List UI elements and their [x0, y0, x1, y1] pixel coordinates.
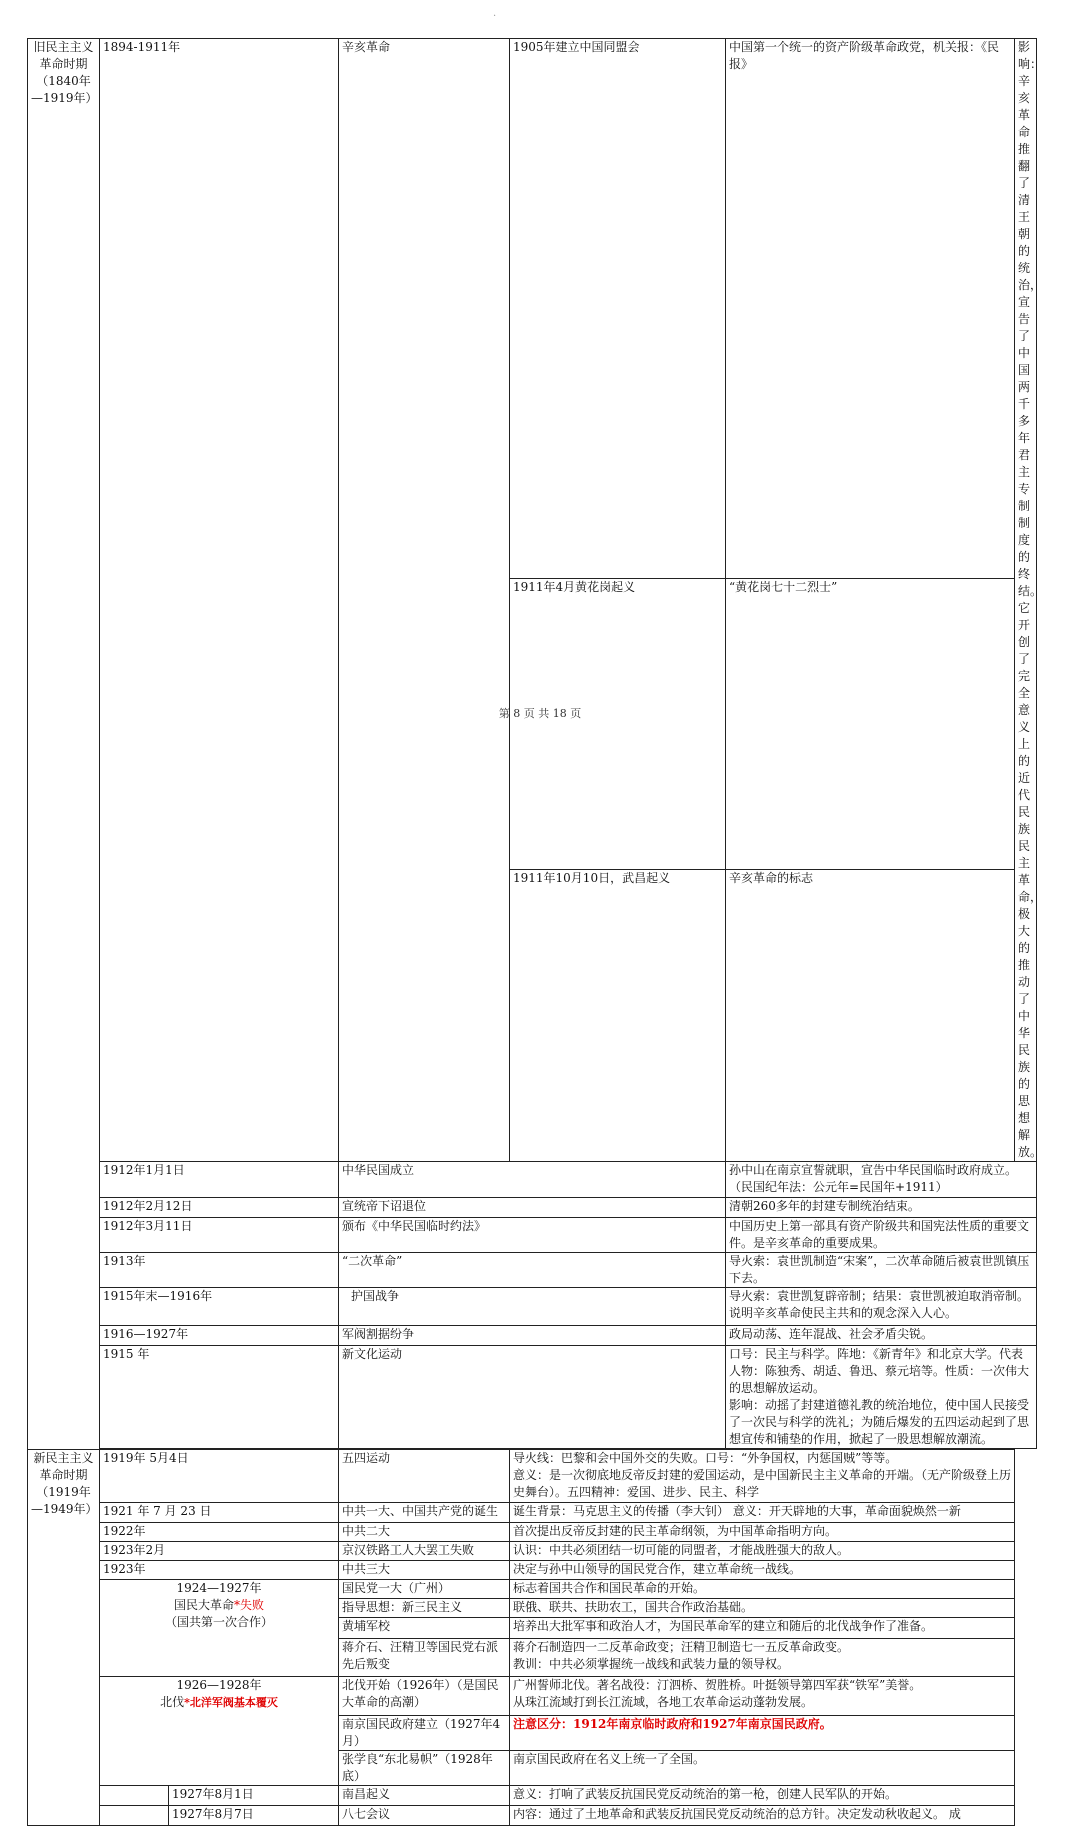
- row-event: 中华民国成立: [339, 1162, 726, 1198]
- row-time: 1916—1927年: [100, 1326, 339, 1346]
- xinhai-sub-time: 1911年10月10日，武昌起义: [510, 870, 726, 1162]
- row-event: 蒋介石、汪精卫等国民党右派先后叛变: [339, 1639, 510, 1677]
- xinhai-event: 辛亥革命: [339, 39, 510, 1162]
- row-note: 清朝260多年的封建专制统治结束。: [726, 1198, 1037, 1218]
- row-event: 南京国民政府建立（1927年4月）: [339, 1716, 510, 1751]
- row-event: 国民党一大（广州）: [339, 1580, 510, 1599]
- xinhai-sub-note: 中国第一个统一的资产阶级革命政党，机关报：《民报》: [726, 39, 1015, 579]
- row-note: 内容：通过了土地革命和武装反抗国民党反动统治的总方针。决定发动秋收起义。 成: [510, 1806, 1015, 1826]
- row-event: 军阀割据纷争: [339, 1326, 726, 1346]
- row-event: 中共一大、中国共产党的诞生: [339, 1503, 510, 1523]
- row-time: 1912年2月12日: [100, 1198, 339, 1218]
- row-time: 1922年: [100, 1523, 339, 1542]
- note-line: 孙中山在南京宣誓就职，宣告中华民国临时政府成立。: [729, 1163, 1018, 1177]
- row-note: 诞生背景：马克思主义的传播（李大钊） 意义：开天辟地的大事，革命面貌焕然一新: [510, 1503, 1015, 1523]
- xinhai-sub-note: “黄花岗七十二烈士”: [726, 578, 1015, 870]
- row-time: 1913年: [100, 1253, 339, 1288]
- note-line: 意义：是一次彻底地反帝反封建的爱国运动，是中国新民主主义革命的开端。（无产阶级登上历史舞台）。五四精神：爱国、进步、民主、科学: [513, 1468, 1012, 1499]
- national-revolution-title-text: 国民大革命: [173, 1598, 234, 1612]
- row-note: 政局动荡、连年混战、社会矛盾尖锐。: [726, 1326, 1037, 1346]
- row-event: 张学良“东北易帜”（1928年底）: [339, 1751, 510, 1786]
- national-revolution-sub: （国共第一次合作）: [164, 1615, 273, 1629]
- row-note: 决定与孙中山领导的国民党合作，建立革命统一战线。: [510, 1561, 1015, 1580]
- row-note: [726, 1346, 1037, 1449]
- row-note-highlight: 注意区分：1912年南京临时政府和1927年南京国民政府。: [510, 1716, 1015, 1751]
- northern-expedition-period: 1926—1928年: [176, 1678, 262, 1692]
- northern-expedition-mark: *北洋军阀基本覆灭: [184, 1696, 278, 1709]
- row-note: 导火索：袁世凯制造“宋案”，二次革命随后被袁世凯镇压下去。: [726, 1253, 1037, 1288]
- row-note: 认识：中共必须团结一切可能的同盟者，才能战胜强大的敌人。: [510, 1542, 1015, 1561]
- note-line: 广州誓师北伐。著名战役：汀泗桥、贺胜桥。叶挺领导第四军获“铁军”美誉。: [513, 1678, 922, 1692]
- row-event: 五四运动: [339, 1450, 510, 1503]
- note-line: （民国纪年法：公元年=民国年+1911）: [729, 1180, 948, 1194]
- row-event: 护国战争: [339, 1288, 726, 1326]
- national-revolution-title: [103, 1597, 335, 1614]
- northern-expedition-cell: [100, 1677, 339, 1786]
- xinhai-sub-time: 1905年建立中国同盟会: [510, 39, 726, 579]
- row-note: [510, 1639, 1015, 1677]
- row-note: 导火索：袁世凯复辟帝制；结果：袁世凯被迫取消帝制。说明辛亥革命使民主共和的观念深入人心。: [726, 1288, 1037, 1326]
- note-line: 影响：动摇了封建道德礼教的统治地位，使中国人民接受了一次民与科学的洗礼；为随后爆发的五四运动起到了思想宣传和铺垫的作用，掀起了一股思想解放潮流。: [729, 1398, 1030, 1446]
- note-line: 导火线：巴黎和会中国外交的失败。口号：“外争国权，内惩国贼”等等。: [513, 1451, 898, 1465]
- top-mark: .: [493, 8, 497, 19]
- row-event: 颁布《中华民国临时约法》: [339, 1218, 726, 1253]
- row-note: 意义：打响了武装反抗国民党反动统治的第一枪，创建人民军队的开始。: [510, 1786, 1015, 1806]
- note-line: 口号：民主与科学。阵地：《新青年》和北京大学。代表人物：陈独秀、胡适、鲁迅、蔡元培等。性质：一次伟大的思想解放运动。: [729, 1347, 1030, 1395]
- row-time: 1923年: [100, 1561, 339, 1580]
- row-time: 1912年3月11日: [100, 1218, 339, 1253]
- row-event: 八七会议: [339, 1806, 510, 1826]
- row-note: 培养出大批军事和政治人才，为国民革命军的建立和随后的北伐战争作了准备。: [510, 1618, 1015, 1639]
- note-line: 蒋介石制造四一二反革命政变；汪精卫制造七一五反革命政变。: [513, 1640, 850, 1654]
- row-time: 1927年8月1日: [169, 1786, 339, 1806]
- row-time: 1919年 5月4日: [100, 1450, 339, 1503]
- row-note: 南京国民政府在名义上统一了全国。: [510, 1751, 1015, 1786]
- row-event: 指导思想：新三民主义: [339, 1599, 510, 1618]
- page-footer: 第 8 页 共 18 页: [498, 707, 582, 720]
- row-time: 1927年8月7日: [169, 1806, 339, 1826]
- xinhai-sub-note: 辛亥革命的标志: [726, 870, 1015, 1162]
- xinhai-significance: 影响：辛亥革命推翻了清王朝的统治，宣告了中国两千多年君主专制制度的终结。它开创了完全意义上的近代民族民主革命，极大的推动了中华民族的思想解放。: [1015, 39, 1037, 1162]
- era-old-democratic: 旧民主主义革命时期（1840年—1919年）: [28, 39, 100, 1450]
- row-event: 黄埔军校: [339, 1618, 510, 1639]
- national-revolution-mark: *失败: [234, 1598, 265, 1612]
- national-revolution-period: 1924—1927年: [176, 1581, 262, 1595]
- row-event: 宣统帝下诏退位: [339, 1198, 726, 1218]
- row-note: 首次提出反帝反封建的民主革命纲领，为中国革命指明方向。: [510, 1523, 1015, 1542]
- note-line: 教训：中共必须掌握统一战线和武装力量的领导权。: [513, 1657, 790, 1671]
- row-event: 京汉铁路工人大罢工失败: [339, 1542, 510, 1561]
- blank-cell: [100, 1806, 169, 1826]
- row-note: 标志着国共合作和国民革命的开始。: [510, 1580, 1015, 1599]
- northern-expedition-title-text: 北伐: [160, 1695, 185, 1709]
- row-note: 联俄、联共、扶助农工，国共合作政治基础。: [510, 1599, 1015, 1618]
- northern-expedition-title: [103, 1694, 335, 1711]
- row-note: [726, 1162, 1037, 1198]
- row-note: [510, 1677, 1015, 1716]
- era-new-democratic: 新民主主义革命时期（1919年—1949年）: [28, 1450, 100, 1826]
- row-event: 北伐开始（1926年）（是国民大革命的高潮）: [339, 1677, 510, 1716]
- row-event: 南昌起义: [339, 1786, 510, 1806]
- row-event: “二次革命”: [339, 1253, 726, 1288]
- history-timeline-table: [27, 38, 1043, 1826]
- row-note: 中国历史上第一部具有资产阶级共和国宪法性质的重要文件。是辛亥革命的重要成果。: [726, 1218, 1037, 1253]
- xinhai-sub-time: 1911年4月黄花岗起义: [510, 578, 726, 870]
- row-time: 1921 年 7 月 23 日: [100, 1503, 339, 1523]
- xinhai-period: 1894-1911年: [100, 39, 339, 1162]
- row-time: 1923年2月: [100, 1542, 339, 1561]
- national-revolution-cell: [100, 1580, 339, 1677]
- blank-cell: [100, 1786, 169, 1806]
- row-time: 1912年1月1日: [100, 1162, 339, 1198]
- row-event: 中共二大: [339, 1523, 510, 1542]
- row-note: [510, 1450, 1015, 1503]
- row-time: 1915 年: [100, 1346, 339, 1449]
- note-line: 从珠江流域打到长江流域，各地工农革命运动蓬勃发展。: [513, 1695, 814, 1709]
- row-event: 中共三大: [339, 1561, 510, 1580]
- row-time: 1915年末—1916年: [100, 1288, 339, 1326]
- row-event: 新文化运动: [339, 1346, 726, 1449]
